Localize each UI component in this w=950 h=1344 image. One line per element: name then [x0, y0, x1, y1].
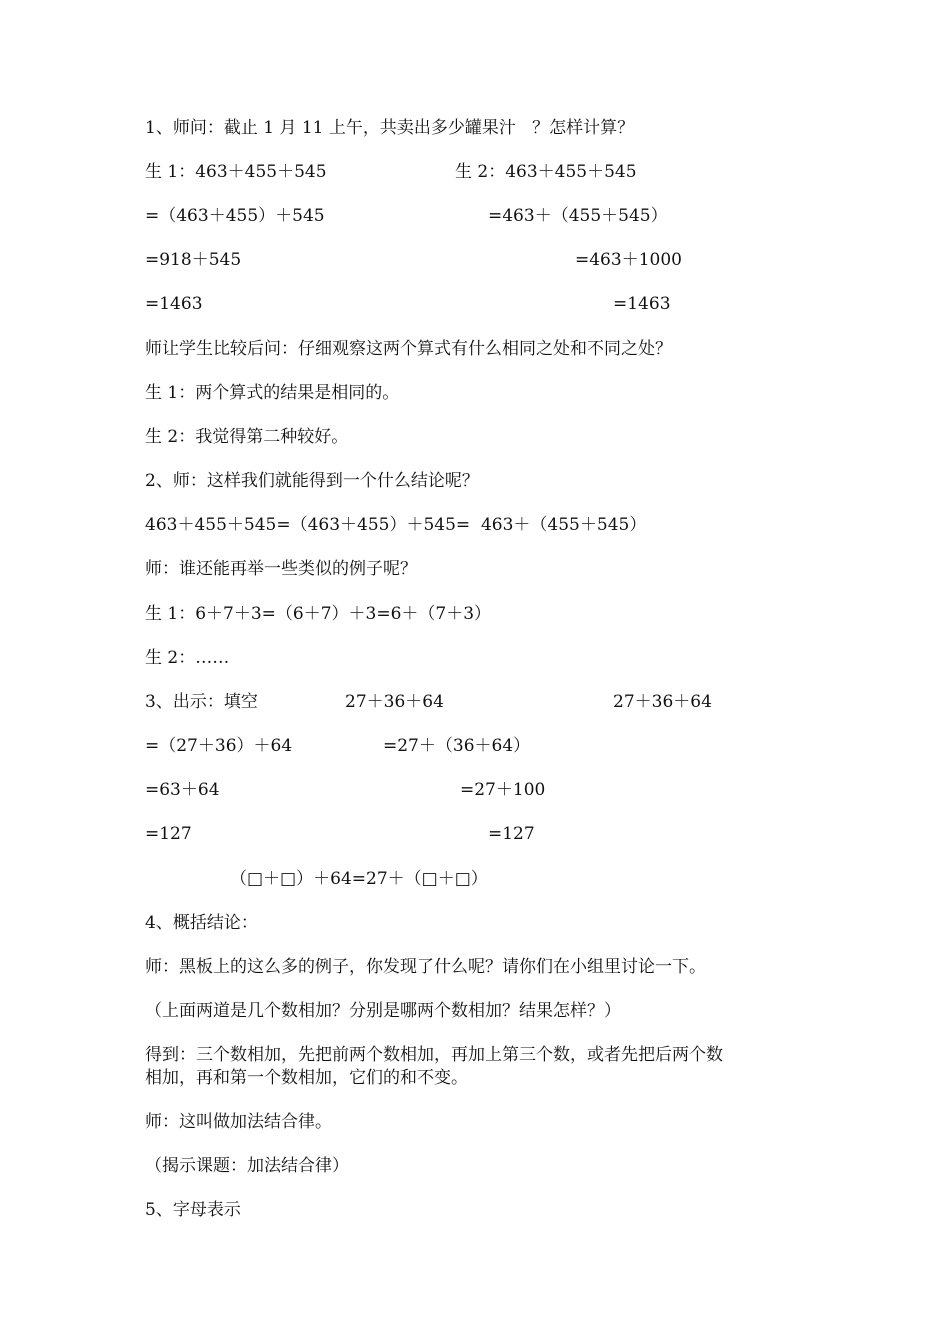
q4-label: 4、概括结论： [145, 913, 258, 933]
q2-question: 2、师：这样我们就能得到一个什么结论呢？ [145, 471, 479, 491]
q3-right-step2: =27＋100 [460, 780, 546, 800]
reveal-topic: （揭示课题：加法结合律） [145, 1156, 349, 1176]
conclusion-line1: 得到：三个数相加，先把前两个数相加，再加上第三个数，或者先把后两个数 [145, 1045, 723, 1065]
q3-expression-right: 27＋36＋64 [613, 692, 712, 712]
teacher-law-name: 师：这叫做加法结合律。 [145, 1112, 332, 1132]
q1-question: 1、师问：截止 1 月 11 上午，共卖出多少罐果汁 ？怎样计算？ [145, 118, 635, 138]
q3-left-result: =127 [145, 824, 192, 844]
student1-expression: 生 1：463＋455＋545 [145, 162, 327, 182]
q3-right-result: =127 [488, 824, 535, 844]
student1-step2: =918＋545 [145, 250, 242, 270]
discussion-hint: （上面两道是几个数相加？分别是哪两个数相加？结果怎样？） [145, 1001, 621, 1021]
q2-equation: 463＋455＋545=（463＋455）＋545= 463＋（455＋545） [145, 515, 647, 535]
q5-label: 5、字母表示 [145, 1200, 241, 1220]
student2-result: =1463 [613, 294, 671, 314]
q3-left-step1: =（27＋36）＋64 [145, 736, 293, 756]
student1-example: 生 1：6＋7＋3=（6＋7）＋3=6＋（7＋3） [145, 604, 492, 624]
teacher-compare: 师让学生比较后问：仔细观察这两个算式有什么相同之处和不同之处？ [145, 339, 672, 359]
student1-answer: 生 1：两个算式的结果是相同的。 [145, 383, 400, 403]
q3-fill-blank: （□＋□）＋64=27＋（□＋□） [230, 869, 488, 889]
q3-left-step2: =63＋64 [145, 780, 220, 800]
student1-result: =1463 [145, 294, 203, 314]
q3-expression-left: 27＋36＋64 [345, 692, 444, 712]
teacher-discuss: 师：黑板上的这么多的例子，你发现了什么呢？请你们在小组里讨论一下。 [145, 957, 706, 977]
student1-step1: =（463＋455）＋545 [145, 206, 325, 226]
teacher-more-examples: 师：谁还能再举一些类似的例子呢？ [145, 559, 417, 579]
student2-step2: =463＋1000 [575, 250, 682, 270]
conclusion-line2: 相加，再和第一个数相加，它们的和不变。 [145, 1068, 468, 1088]
student2-step1: =463＋（455＋545） [488, 206, 668, 226]
student2-expression: 生 2：463＋455＋545 [455, 162, 637, 182]
q3-label: 3、出示：填空 [145, 692, 258, 712]
student2-answer: 生 2：我觉得第二种较好。 [145, 427, 349, 447]
q3-right-step1: =27＋（36＋64） [383, 736, 531, 756]
student2-example: 生 2：…… [145, 648, 230, 668]
